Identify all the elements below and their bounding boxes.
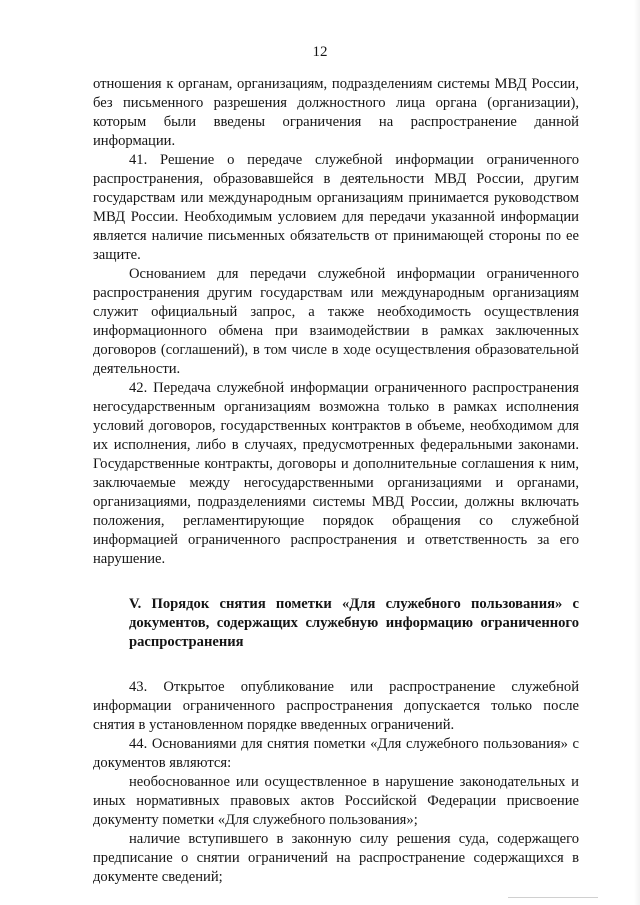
scan-artifact-line [508,897,598,898]
paragraph-41: 41. Решение о передаче служебной информации ограниченного распространения, образовавшейся в деятельности МВД России, другим государствам или международным организациям принимается руководством МВД России. Необходимым условием для передачи указанной информации является наличие письменных обязательств от принимающей стороны по ее защите. [93,152,579,263]
scan-edge-shadow [634,0,640,905]
section-heading: V. Порядок снятия пометки «Для служебного пользования» с документов, содержащих служебную информацию ограниченного распространения [129,596,579,650]
paragraph-continuation: отношения к органам, организациям, подразделениям системы МВД России, без письменного разрешения должностного лица органа (организации), которым были введены ограничения на распространение данной информации. [93,76,579,149]
page-number: 12 [312,44,328,60]
paragraph-44-item-2: наличие вступившего в законную силу решения суда, содержащего предписание о снятии ограничений на распространение содержащихся в документе сведений; [93,831,579,885]
paragraph-44-item-1: необоснованное или осуществленное в нарушение законодательных и иных нормативных правовых актов Российской Федерации присвоение документу пометки «Для служебного пользования»; [93,774,579,828]
paragraph-42: 42. Передача служебной информации ограниченного распространения негосударственным организациям возможна только в рамках исполнения условий договоров, государственных контрактов в объеме, необходимом для их исполнения, либо в случаях, предусмотренных федеральными законами. Государственные контракты, договоры и дополнительные соглашения к ним, заключаемые между негосударственными организациями и органами, организациями, подразделениями системы МВД России, должны включать положения, регламентирующие порядок обращения со служебной информацией ограниченного распространения и ответственность за его нарушение. [93,380,579,567]
document-body [93,75,579,887]
paragraph-41-basis: Основанием для передачи служебной информации ограниченного распространения другим государствам или международным организациям служит официальный запрос, а также необходимость осуществления информационного обмена при взаимодействии в рамках заключенных договоров (соглашений), в том числе в ходе осуществления образовательной деятельности. [93,266,579,377]
paragraph-43: 43. Открытое опубликование или распространение служебной информации ограниченного распространения допускается только после снятия в установленном порядке введенных ограничений. [93,679,579,733]
paragraph-44: 44. Основаниями для снятия пометки «Для служебного пользования» с документов являются: [93,736,579,771]
